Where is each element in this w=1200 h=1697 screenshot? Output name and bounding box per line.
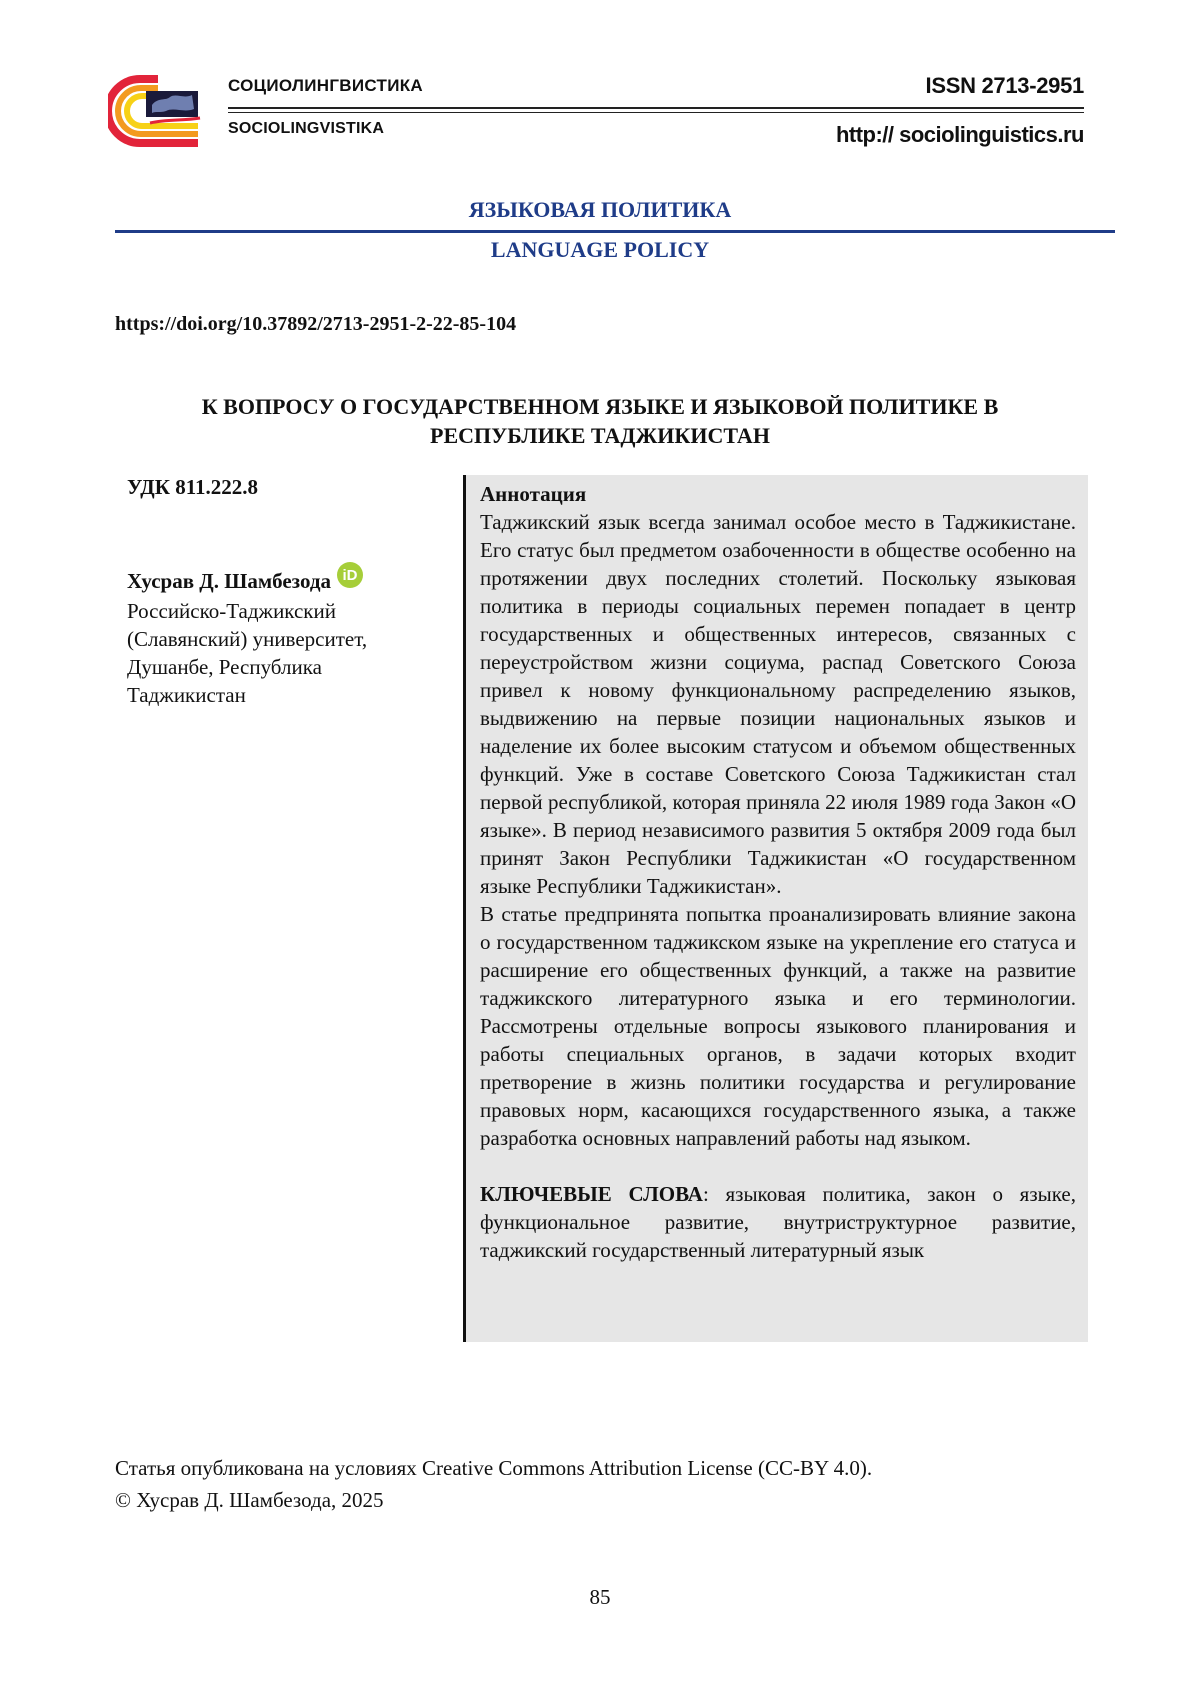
copyright-line: © Хусрав Д. Шамбезода, 2025 bbox=[115, 1488, 384, 1512]
keywords-label: КЛЮЧЕВЫЕ СЛОВА bbox=[480, 1182, 703, 1206]
abstract-paragraph: В статье предпринята попытка проанализировать влияние закона о государственном таджикском языке на укрепление его статуса и расширение его общественных функций, а также на развитие таджикского литературного языка и его терминологии. Рассмотрены отдельные вопросы языкового планирования и работы специальных органов, в задачи которых входит претворение в жизнь политики государства и регулирование правовых норм, касающихся государственного языка, а также разработка основных направлений работы над языком. bbox=[480, 902, 1076, 1150]
section-title-en: LANGUAGE POLICY bbox=[490, 237, 710, 262]
journal-name-en: SOCIOLINGVISTIKA bbox=[228, 120, 385, 137]
keywords-text: : языковая политика, закон о языке, функциональное развитие, внутриструктурное развитие, таджикский государственный литературный язык bbox=[480, 1182, 1076, 1262]
keywords bbox=[480, 1180, 1076, 1264]
affiliation-line: Душанбе, Республика bbox=[127, 655, 322, 679]
article-title-line: К ВОПРОСУ О ГОСУДАРСТВЕННОМ ЯЗЫКЕ И ЯЗЫКОВОЙ ПОЛИТИКЕ В bbox=[201, 394, 999, 419]
article-title bbox=[130, 392, 1070, 450]
author-name: Хусрав Д. Шамбезода bbox=[127, 568, 332, 593]
abstract-paragraph: Таджикский язык всегда занимал особое место в Таджикистане. Его статус был предметом озабоченности в обществе особенно на протяжении двух последних столетий. Поскольку языковая политика в периоды социальных перемен попадает в центр государственных и общественных интересов, связанных с переустройством жизни социума, распад Советского Союза привел к новому функциональному распределению языков, выдвижению на первые позиции национальных языков и наделение их более высоким статусом и объемом общественных функций. Уже в составе Советского Союза Таджикистан стал первой республикой, которая приняла 22 июля 1989 года Закон «О языке». В период независимого развития 5 октября 2009 года был принят Закон Республики Таджикистан «О государственном языке Республики Таджикистан». bbox=[480, 510, 1076, 898]
affiliation-line: Таджикистан bbox=[127, 683, 246, 707]
header-rule bbox=[228, 107, 1084, 109]
article-title-line: РЕСПУБЛИКЕ ТАДЖИКИСТАН bbox=[430, 423, 770, 448]
journal-logo bbox=[108, 75, 208, 147]
license-line: Статья опубликована на условиях Creative Commons Attribution License (CC-BY 4.0). bbox=[115, 1456, 873, 1480]
journal-website-link[interactable]: http:// sociolinguistics.ru bbox=[835, 122, 1084, 147]
author-block bbox=[127, 568, 363, 594]
author-affiliation bbox=[127, 597, 427, 709]
affiliation-line: Российско-Таджикский bbox=[127, 599, 336, 623]
udk-code: УДК 811.222.8 bbox=[127, 475, 259, 499]
header-rule-thin bbox=[228, 112, 1084, 113]
doi-link[interactable]: https://doi.org/10.37892/2713-2951-2-22-85-104 bbox=[115, 313, 517, 335]
page-number: 85 bbox=[589, 1585, 611, 1609]
affiliation-line: (Славянский) университет, bbox=[127, 627, 368, 651]
license-note bbox=[115, 1452, 872, 1516]
orcid-icon[interactable]: iD bbox=[337, 562, 363, 588]
abstract-box bbox=[463, 475, 1088, 1342]
section-divider bbox=[115, 230, 1115, 233]
abstract-heading: Аннотация bbox=[480, 482, 587, 506]
section-title-ru: ЯЗЫКОВАЯ ПОЛИТИКА bbox=[468, 197, 732, 222]
journal-name-ru: СОЦИОЛИНГВИСТИКА bbox=[228, 76, 423, 95]
issn: ISSN 2713-2951 bbox=[925, 73, 1084, 98]
spacer bbox=[480, 1152, 1076, 1180]
